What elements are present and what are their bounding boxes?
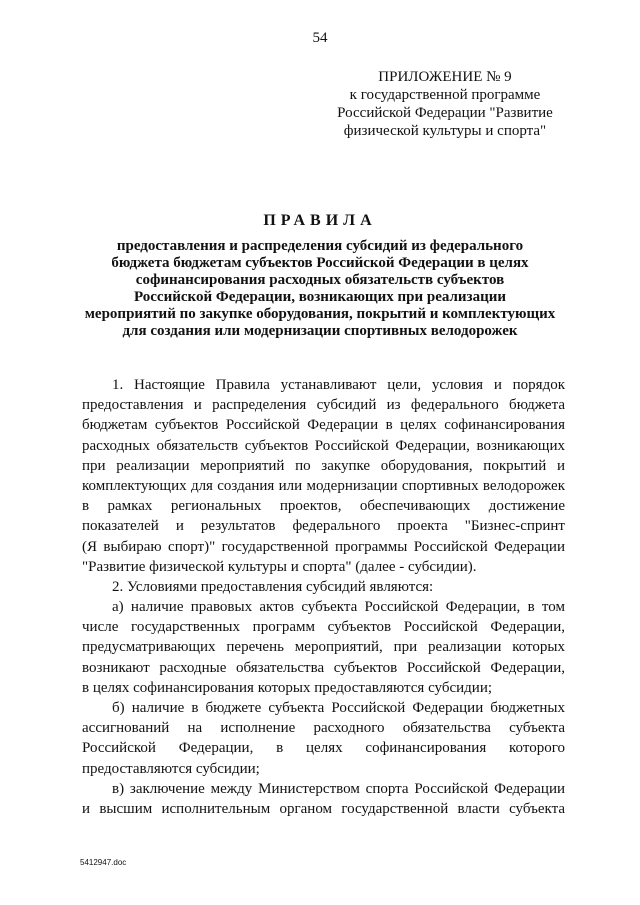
- item-b-line: ассигнований на исполнение расходного обязательства субъекта: [82, 720, 565, 737]
- paragraph-1-line: 1. Настоящие Правила устанавливают цели, условия и порядок: [112, 377, 565, 393]
- subtitle-line: Российской Федерации, возникающих при реализации: [133, 289, 506, 305]
- subtitle-line: бюджета бюджетам субъектов Российской Федерации в целях: [111, 255, 529, 271]
- subtitle-line: мероприятий по закупке оборудования, покрытий и комплектующих: [84, 306, 556, 322]
- item-a-line: а) наличие правовых актов субъекта Российской Федерации, в том: [112, 599, 565, 616]
- appendix-heading: ПРИЛОЖЕНИЕ № 9: [378, 69, 512, 85]
- item-v-line: и высшим исполнительным органом государственной власти субъекта: [82, 800, 565, 817]
- item-b-line: Российской Федерации, в целях софинансирования которого: [82, 740, 565, 757]
- paragraph-1-line: бюджетам субъектов Российской Федерации в целях софинансирования: [82, 417, 565, 434]
- paragraph-1-line: расходных обязательств субъектов Российской Федерации, возникающих: [82, 437, 565, 454]
- paragraph-1-line: предоставления и распределения субсидий из федерального бюджета: [82, 397, 565, 414]
- item-v-line: в) заключение между Министерством спорта Российской Федерации: [112, 780, 565, 797]
- item-a-line: возникают расходные обязательства субъектов Российской Федерации,: [82, 659, 565, 676]
- appendix-line: физической культуры и спорта": [343, 123, 547, 139]
- appendix-block: [318, 68, 572, 140]
- paragraph-1-line: "Развитие физической культуры и спорта" (далее - субсидии).: [82, 558, 477, 575]
- appendix-line: Российской Федерации "Развитие: [337, 105, 553, 121]
- appendix-line: к государственной программе: [349, 87, 541, 103]
- subtitle-line: для создания или модернизации спортивных велодорожек: [122, 323, 518, 339]
- paragraph-1-line: в рамках региональных проектов, обеспечивающих достижение: [82, 498, 565, 515]
- item-b-line: б) наличие в бюджете субъекта Российской Федерации бюджетных: [112, 700, 565, 716]
- page-number: 54: [312, 30, 328, 46]
- item-a-line: числе государственных программ субъектов Российской Федерации,: [82, 619, 565, 636]
- paragraph-1-line: комплектующих для создания или модернизации спортивных велодорожек: [82, 477, 565, 494]
- file-name-footer: 5412947.doc: [80, 858, 127, 867]
- document-title: ПРАВИЛА: [263, 212, 377, 229]
- item-a-line: предусматривающих перечень мероприятий, при реализации которых: [82, 639, 565, 656]
- subtitle-line: предоставления и распределения субсидий из федерального: [116, 238, 524, 254]
- document-subtitle: [70, 238, 570, 340]
- item-b-line: предоставляются субсидии;: [82, 760, 260, 777]
- paragraph-1-line: показателей и результатов федерального проекта "Бизнес-спринт: [82, 518, 565, 535]
- document-body: [82, 375, 565, 819]
- paragraph-1-line: при реализации мероприятий по закупке оборудования, покрытий и: [82, 457, 565, 474]
- paragraph-2-line: 2. Условиями предоставления субсидий являются:: [112, 578, 434, 595]
- subtitle-line: софинансирования расходных обязательств субъектов: [135, 272, 505, 288]
- item-a-line: в целях софинансирования которых предоставляются субсидии;: [82, 679, 493, 696]
- paragraph-1-line: (Я выбираю спорт)" государственной программы Российской Федерации: [82, 538, 565, 555]
